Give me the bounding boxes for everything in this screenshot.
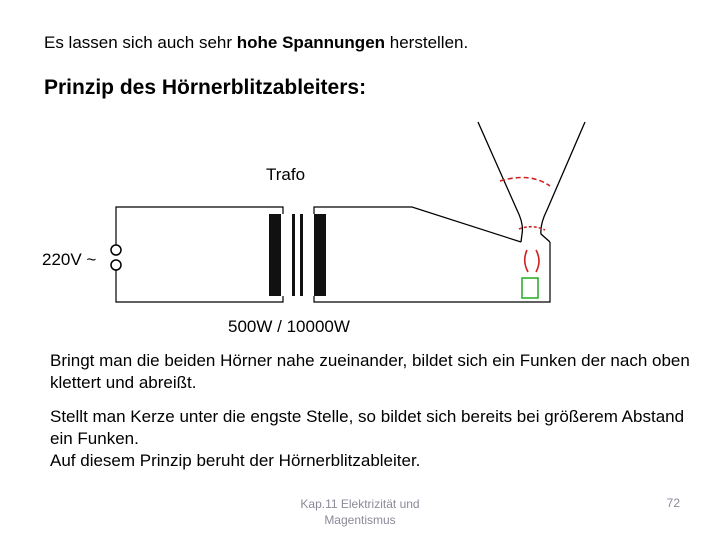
secondary-wire-top (314, 207, 521, 242)
voltage-label: 220V ~ (42, 250, 97, 269)
input-terminal-top (111, 245, 121, 255)
paragraph-candle-line: Stellt man Kerze unter die engste Stelle, so bildet sich bereits bei größerem Abstand ein Funken. (50, 407, 685, 448)
horn-gap-diagram (0, 110, 720, 345)
secondary-wire-bottom (314, 242, 550, 302)
page-number: 72 (666, 496, 680, 510)
horn-electrodes (478, 122, 585, 242)
intro-after: herstellen. (385, 33, 469, 52)
transformer (269, 214, 326, 296)
intro-text (44, 33, 468, 53)
intro-before: Es lassen sich auch sehr (44, 33, 237, 52)
paragraph-spark-climb: Bringt man die beiden Hörner nahe zueinander, bildet sich ein Funken der nach oben klettert und abreißt. (50, 351, 690, 392)
trafo-label: Trafo (266, 165, 306, 184)
heading: Prinzip des Hörnerblitzableiters: (44, 76, 367, 99)
spark-arcs (500, 177, 550, 272)
power-label: 500W / 10000W (228, 317, 350, 336)
candle (522, 278, 538, 298)
footer-chapter: Kap.11 Elektrizität und Magentismus (300, 497, 420, 527)
intro-bold: hohe Spannungen (236, 33, 386, 52)
primary-wire-bottom (116, 270, 283, 302)
input-terminal-bottom (111, 260, 121, 270)
paragraph-conclusion-line: Auf diesem Prinzip beruht der Hörnerblitzableiter. (50, 451, 421, 470)
primary-wire-top (116, 207, 283, 245)
paragraph-candle (50, 406, 690, 472)
